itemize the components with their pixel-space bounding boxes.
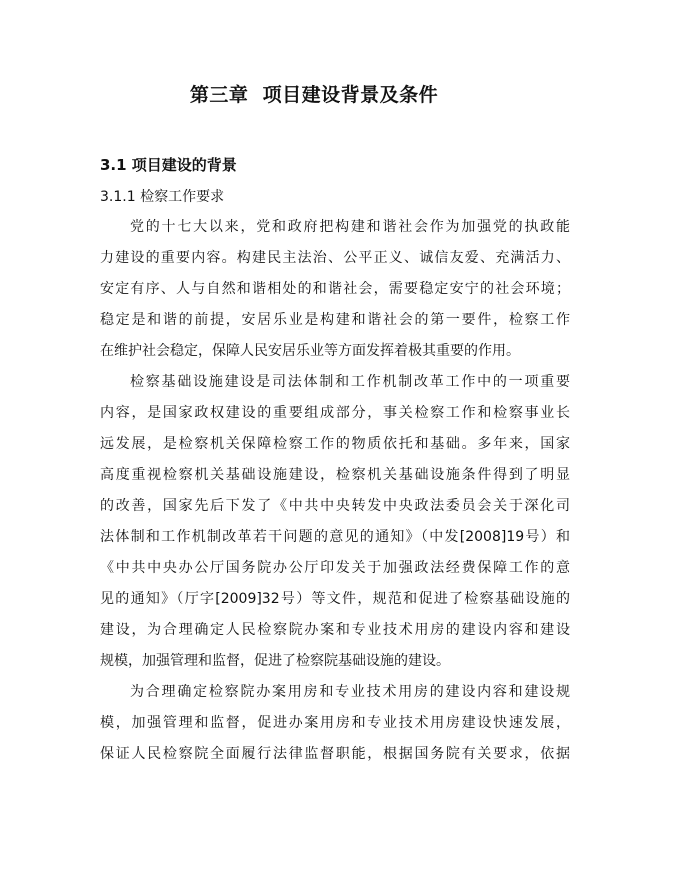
text-line: 见的通知》（厅字[2009]32号）等文件，规范和促进了检察基础设施的 — [100, 591, 570, 607]
chapter-title: 第三章 项目建设背景及条件 — [189, 84, 439, 106]
text-line: 法体制和工作机制改革若干问题的意见的通知》（中发[2008]19号）和 — [100, 529, 570, 545]
text-line: 内容，是国家政权建设的重要组成部分，事关检察工作和检察事业长 — [100, 405, 570, 421]
paragraph-1 — [100, 212, 570, 367]
subsection-heading: 3.1.1 检察工作要求 — [100, 189, 225, 205]
text-line: 远发展，是检察机关保障检察工作的物质依托和基础。多年来，国家 — [100, 436, 570, 452]
text-line: 检察基础设施建设是司法体制和工作机制改革工作中的一项重要 — [130, 374, 570, 390]
paragraph-2 — [100, 367, 570, 677]
text-line: 稳定是和谐的前提，安居乐业是构建和谐社会的第一要件，检察工作 — [100, 312, 570, 328]
text-line: 建设，为合理确定人民检察院办案和专业技术用房的建设内容和建设 — [100, 622, 570, 638]
section-heading: 3.1 项目建设的背景 — [100, 156, 237, 174]
body-text — [100, 212, 570, 770]
text-line: 的改善，国家先后下发了《中共中央转发中央政法委员会关于深化司 — [100, 498, 570, 514]
text-line: 保证人民检察院全面履行法律监督职能，根据国务院有关要求，依据 — [100, 746, 570, 762]
text-line: 党的十七大以来，党和政府把构建和谐社会作为加强党的执政能 — [130, 219, 570, 235]
text-line: 规模，加强管理和监督，促进了检察院基础设施的建设。 — [100, 653, 450, 669]
text-line: 模，加强管理和监督，促进办案用房和专业技术用房建设快速发展， — [100, 715, 570, 731]
text-line: 高度重视检察机关基础设施建设，检察机关基础设施条件得到了明显 — [100, 467, 570, 483]
paragraph-3 — [100, 677, 570, 770]
text-line: 为合理确定检察院办案用房和专业技术用房的建设内容和建设规 — [130, 684, 570, 700]
text-line: 《中共中央办公厅国务院办公厅印发关于加强政法经费保障工作的意 — [100, 560, 570, 576]
text-line: 在维护社会稳定，保障人民安居乐业等方面发挥着极其重要的作用。 — [100, 343, 520, 359]
text-line: 力建设的重要内容。构建民主法治、公平正义、诚信友爱、充满活力、 — [100, 250, 570, 266]
text-line: 安定有序、人与自然和谐相处的和谐社会，需要稳定安宁的社会环境； — [100, 281, 570, 297]
